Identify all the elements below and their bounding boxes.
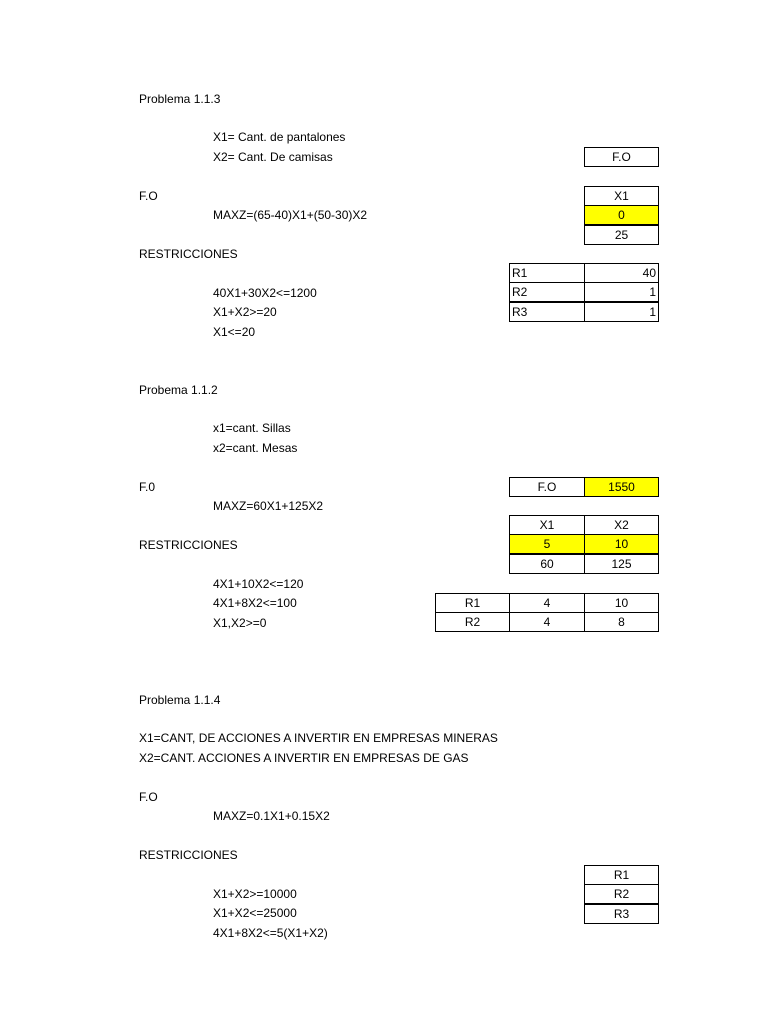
p2-x1-coef-cell[interactable]: 60 [509, 554, 585, 574]
p1-constraint-2: X1+X2>=20 [213, 305, 277, 319]
p3-var2: X2=CANT. ACCIONES A INVERTIR EN EMPRESAS DE GAS [139, 751, 469, 765]
p1-restrictions-label: RESTRICCIONES [139, 247, 238, 261]
p1-fo-label: F.O [139, 189, 158, 203]
p2-x1-value-cell[interactable]: 5 [509, 534, 585, 554]
p3-restrictions-label: RESTRICCIONES [139, 848, 238, 862]
p1-r2-label-cell[interactable]: R2 [509, 282, 585, 302]
p1-x1-value-cell[interactable]: 0 [584, 205, 659, 225]
p2-var2: x2=cant. Mesas [213, 441, 298, 455]
p1-var1: X1= Cant. de pantalones [213, 130, 346, 144]
p1-r2-value-cell[interactable]: 1 [584, 282, 659, 302]
p2-x1-header-cell[interactable]: X1 [509, 515, 585, 535]
p3-var1: X1=CANT, DE ACCIONES A INVERTIR EN EMPRESAS MINERAS [139, 731, 498, 745]
p1-x1-coef-cell[interactable]: 25 [584, 225, 659, 245]
p1-r3-label-cell[interactable]: R3 [509, 302, 585, 322]
p1-r3-value-cell[interactable]: 1 [584, 302, 659, 322]
p1-r1-label-cell[interactable]: R1 [509, 263, 585, 283]
p1-x1-header-cell[interactable]: X1 [584, 186, 659, 206]
p3-constraint-1: X1+X2>=10000 [213, 887, 297, 901]
p3-constraint-3: 4X1+8X2<=5(X1+X2) [213, 926, 328, 940]
p2-title: Probema 1.1.2 [139, 383, 218, 397]
p2-fo-label: F.0 [139, 480, 156, 494]
p2-x2-value-cell[interactable]: 10 [584, 534, 659, 554]
p3-title: Problema 1.1.4 [139, 693, 221, 707]
p2-fo-value-cell[interactable]: 1550 [584, 477, 659, 497]
p3-r2-label-cell[interactable]: R2 [584, 884, 659, 904]
p2-r2-v1-cell[interactable]: 4 [509, 612, 585, 632]
p3-r3-label-cell[interactable]: R3 [584, 904, 659, 924]
p1-fo-header-cell[interactable]: F.O [584, 147, 659, 167]
p2-x2-header-cell[interactable]: X2 [584, 515, 659, 535]
p3-fo-label: F.O [139, 790, 158, 804]
p3-r1-label-cell[interactable]: R1 [584, 865, 659, 885]
p3-constraint-2: X1+X2<=25000 [213, 906, 297, 920]
p3-objective: MAXZ=0.1X1+0.15X2 [213, 809, 330, 823]
p2-r1-v2-cell[interactable]: 10 [584, 593, 659, 613]
p2-constraint-2: 4X1+8X2<=100 [213, 596, 297, 610]
p1-constraint-1: 40X1+30X2<=1200 [213, 286, 317, 300]
p2-r1-v1-cell[interactable]: 4 [509, 593, 585, 613]
p2-constraint-1: 4X1+10X2<=120 [213, 577, 304, 591]
p2-fo-header-cell[interactable]: F.O [509, 477, 585, 497]
p2-restrictions-label: RESTRICCIONES [139, 538, 238, 552]
p2-x2-coef-cell[interactable]: 125 [584, 554, 659, 574]
p2-r2-v2-cell[interactable]: 8 [584, 612, 659, 632]
p1-var2: X2= Cant. De camisas [213, 150, 333, 164]
p2-r2-label-cell[interactable]: R2 [435, 612, 510, 632]
p1-title: Problema 1.1.3 [139, 92, 221, 106]
p2-constraint-3: X1,X2>=0 [213, 616, 267, 630]
p2-r1-label-cell[interactable]: R1 [435, 593, 510, 613]
p1-objective: MAXZ=(65-40)X1+(50-30)X2 [213, 208, 368, 222]
p1-constraint-3: X1<=20 [213, 325, 256, 339]
p1-r1-value-cell[interactable]: 40 [584, 263, 659, 283]
p2-objective: MAXZ=60X1+125X2 [213, 499, 324, 513]
p2-var1: x1=cant. Sillas [213, 421, 291, 435]
